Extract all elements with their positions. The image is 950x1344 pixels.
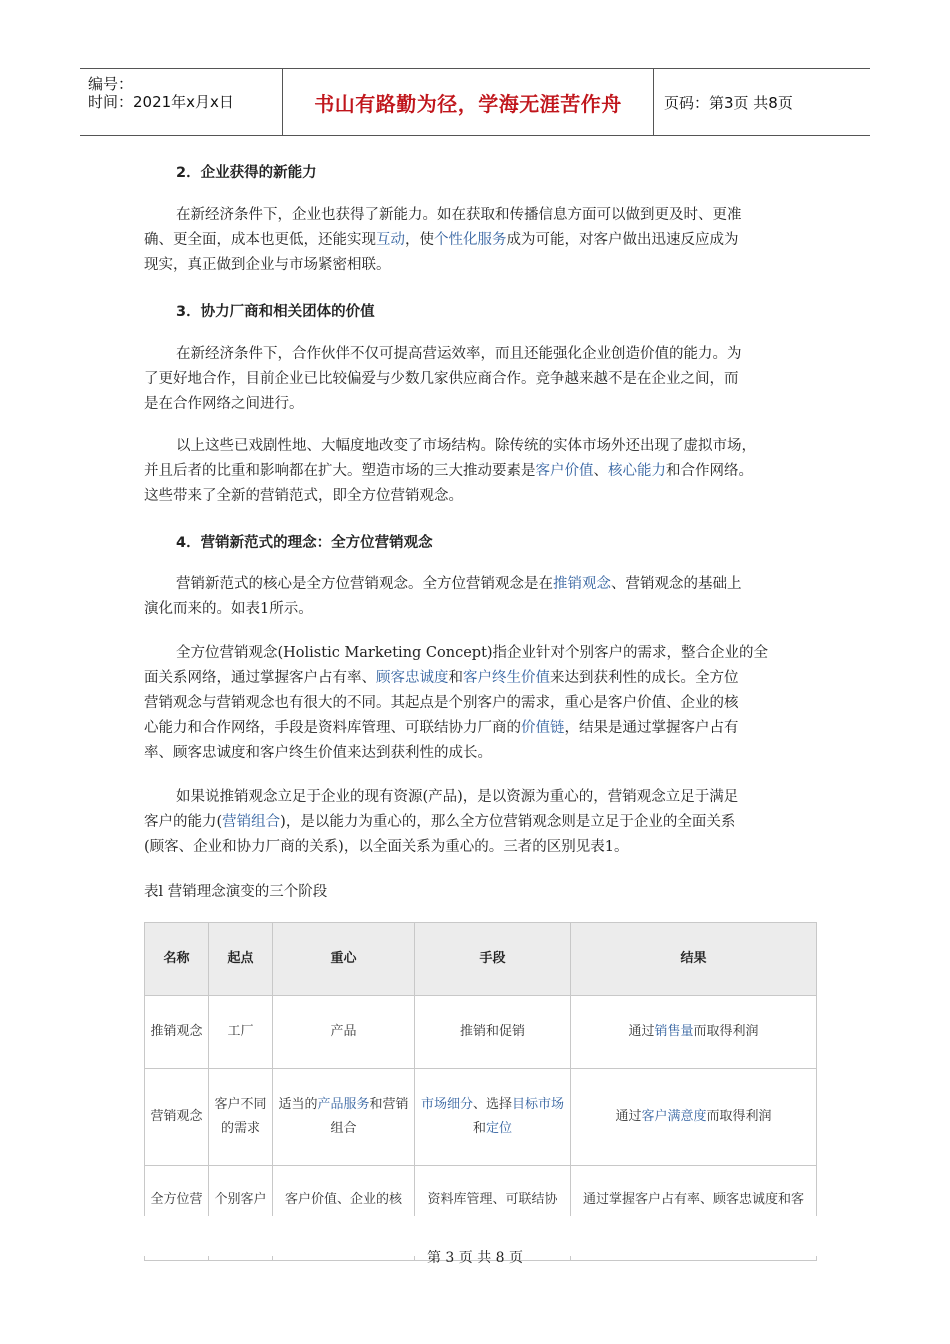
section-2-paragraph — [144, 203, 814, 278]
table-cell: 市场细分、选择目标市场和定位 — [415, 1069, 571, 1166]
text-line: 这些带来了全新的营销范式，即全方位营销观念。 — [144, 488, 463, 504]
header-page-label: 页码：第3页 共8页 — [664, 93, 793, 112]
table-cell: 通过掌握客户占有率、顾客忠诚度和客 — [571, 1166, 817, 1261]
table-cell: 客户不同的需求 — [209, 1069, 273, 1166]
text-line: 率、顾客忠诚度和客户终生价值来达到获利性的成长。 — [144, 745, 492, 761]
header-cell-focus: 重心 — [273, 923, 415, 996]
section-2-heading: 2．企业获得的新能力 — [176, 165, 317, 181]
link-positioning[interactable]: 定位 — [486, 1121, 513, 1136]
doc-date-label: 时间：2021年x月x日 — [88, 93, 234, 111]
text-line: 客户的能力(营销组合)，是以能力为重心的，那么全方位营销观念则是立足于企业的全面关系 — [144, 814, 736, 830]
table-cell: 营销观念 — [145, 1069, 209, 1166]
table-header-row — [145, 923, 817, 996]
table-caption: 表l 营销理念演变的三个阶段 — [144, 884, 328, 900]
table-cell: 推销观念 — [145, 996, 209, 1069]
section-4-paragraph-2 — [144, 641, 814, 766]
page-header — [80, 68, 870, 136]
link-value-chain[interactable]: 价值链 — [521, 720, 565, 736]
link-customer-value[interactable]: 客户价值 — [535, 463, 594, 479]
table-cell: 全方位营 — [145, 1166, 209, 1261]
link-marketing-mix[interactable]: 营销组合 — [222, 814, 281, 830]
text-line: 并且后者的比重和影响都在扩大。塑造市场的三大推动要素是客户价值、核心能力和合作网络。 — [144, 463, 753, 479]
section-3-heading: 3．协力厂商和相关团体的价值 — [176, 304, 375, 320]
text-line: 全方位营销观念(Holistic Marketing Concept)指企业针对个别客户的需求，整合企业的全 — [176, 645, 769, 661]
text-line: 在新经济条件下，企业也获得了新能力。如在获取和传播信息方面可以做到更及时、更准 — [176, 207, 742, 223]
text-line: 了更好地合作，目前企业已比较偏爱与少数几家供应商合作。竞争越来越不是在企业之间，而 — [144, 371, 739, 387]
table-cell: 适当的产品服务和营销组合 — [273, 1069, 415, 1166]
text-line: (顾客、企业和协力厂商的关系)，以全面关系为重心的。三者的区别见表1。 — [144, 839, 629, 855]
link-target-market[interactable]: 目标市场 — [512, 1097, 565, 1112]
link-interaction[interactable]: 互动 — [376, 232, 405, 248]
page-footer: 第 3 页 共 8 页 — [426, 1250, 524, 1266]
table-cell: 推销和促销 — [415, 996, 571, 1069]
text-line: 心能力和合作网络，手段是资料库管理、可联结协力厂商的价值链，结果是通过掌握客户占有 — [144, 720, 739, 736]
table-cell: 个别客户 — [209, 1166, 273, 1261]
table-cell: 客户价值、企业的核 — [273, 1166, 415, 1261]
header-motto: 书山有路勤为径，学海无涯苦作舟 — [282, 69, 654, 135]
header-cell-name: 名称 — [145, 923, 209, 996]
header-cell-means: 手段 — [415, 923, 571, 996]
table-row — [145, 1069, 817, 1166]
header-cell-result: 结果 — [571, 923, 817, 996]
link-customer-lifetime-value[interactable]: 客户终生价值 — [463, 670, 550, 686]
text-line: 如果说推销观念立足于企业的现有资源(产品)，是以资源为重心的，营销观念立足于满足 — [176, 789, 739, 805]
text-line: 演化而来的。如表1所示。 — [144, 601, 313, 617]
table-cell: 产品 — [273, 996, 415, 1069]
section-3-paragraph-1 — [144, 342, 814, 417]
table-row — [145, 996, 817, 1069]
section-4-paragraph-3 — [144, 785, 814, 860]
header-cell-start: 起点 — [209, 923, 273, 996]
text-line: 以上这些已戏剧性地、大幅度地改变了市场结构。除传统的实体市场外还出现了虚拟市场， — [176, 438, 756, 454]
link-sales-volume[interactable]: 销售量 — [654, 1024, 694, 1039]
table-cell: 工厂 — [209, 996, 273, 1069]
link-market-segmentation[interactable]: 市场细分 — [420, 1097, 473, 1112]
table-cell: 资料库管理、可联结协 — [415, 1166, 571, 1261]
table-cell: 通过销售量而取得利润 — [571, 996, 817, 1069]
text-line: 营销新范式的核心是全方位营销观念。全方位营销观念是在推销观念、营销观念的基础上 — [176, 576, 742, 592]
text-line: 在新经济条件下，合作伙伴不仅可提高营运效率，而且还能强化企业创造价值的能力。为 — [176, 346, 742, 362]
section-4-paragraph-1 — [144, 572, 814, 622]
link-customer-loyalty[interactable]: 顾客忠诚度 — [376, 670, 449, 686]
link-core-competence[interactable]: 核心能力 — [608, 463, 666, 479]
link-personalized-service[interactable]: 个性化服务 — [434, 232, 507, 248]
text-line: 是在合作网络之间进行。 — [144, 396, 304, 412]
text-line: 现实，真正做到企业与市场紧密相联。 — [144, 257, 391, 273]
header-meta — [80, 69, 282, 135]
link-selling-concept[interactable]: 推销观念 — [553, 576, 611, 592]
section-3-paragraph-2 — [144, 434, 814, 509]
text-line: 营销观念与营销观念也有很大的不同。其起点是个别客户的需求，重心是客户价值、企业的核 — [144, 695, 739, 711]
text-line: 确、更全面，成本也更低，还能实现互动，使个性化服务成为可能，对客户做出迅速反应成为 — [144, 232, 739, 248]
section-4-heading: 4．营销新范式的理念：全方位营销观念 — [176, 535, 433, 551]
doc-code-label: 编号： — [88, 75, 134, 93]
link-customer-satisfaction[interactable]: 客户满意度 — [641, 1109, 707, 1124]
marketing-concepts-table — [144, 922, 817, 1261]
table-cell: 通过客户满意度而取得利润 — [571, 1069, 817, 1166]
link-product-service[interactable]: 产品服务 — [317, 1097, 370, 1112]
text-line: 面关系网络，通过掌握客户占有率、顾客忠诚度和客户终生价值来达到获利性的成长。全方位 — [144, 670, 739, 686]
